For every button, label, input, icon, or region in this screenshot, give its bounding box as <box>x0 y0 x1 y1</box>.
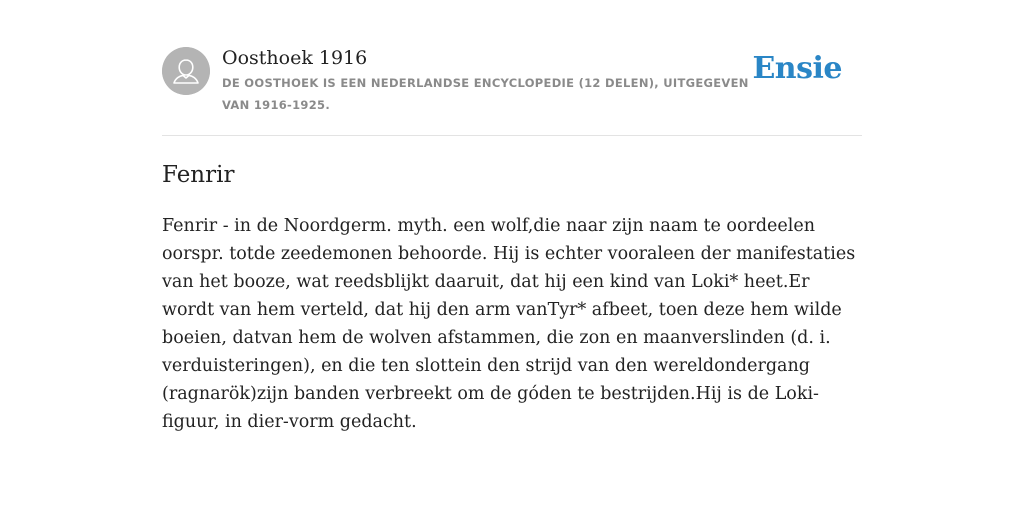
ensie-logo-link[interactable]: Ensie <box>752 51 842 86</box>
article-container <box>162 0 862 432</box>
source-header <box>162 0 862 136</box>
source-description: DE OOSTHOEK IS EEN NEDERLANDSE ENCYCLOPEDIE (12 DELEN), UITGEGEVEN VAN 1916-1925. <box>222 76 749 112</box>
source-title[interactable]: Oosthoek 1916 <box>222 47 368 69</box>
entry-title: Fenrir <box>162 162 235 188</box>
user-icon[interactable] <box>162 47 210 95</box>
entry-body: Fenrir - in de Noordgerm. myth. een wolf,die naar zijn naam te oordeelen oorspr. totde zeedemonen behoorde. Hij is echter vooraleen der manifestaties van het booze, wat reedsblijkt daaruit, dat hij een kind van Loki* heet.Er wordt van hem verteld, dat hij den arm vanTyr* afbeet, toen deze hem wilde boeien, datvan hem de wolven afstammen, die zon en maanverslinden (d. i. verduisteringen), en die ten slottein den strijd van den wereldondergang (ragnarök)zijn banden verbreekt om de góden te bestrijden.Hij is de Loki-figuur, in dier-vorm gedacht. <box>162 216 856 432</box>
